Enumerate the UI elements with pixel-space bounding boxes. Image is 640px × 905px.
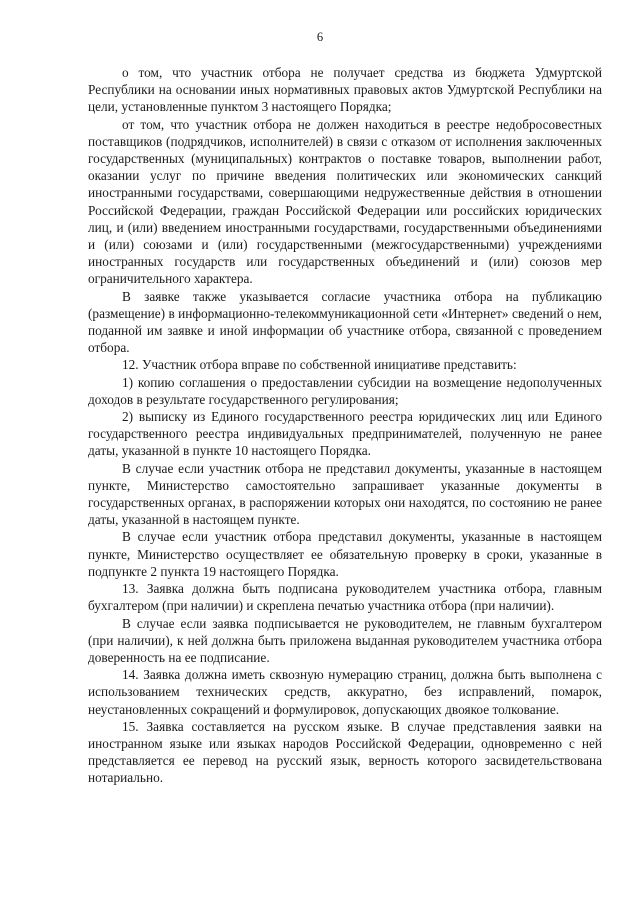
paragraph-budget-funds: о том, что участник отбора не получает средства из бюджета Удмуртской Республики на основании иных нормативных правовых актов Удмуртской Республики на цели, установленные пунктом 3 настоящего Порядка; (88, 65, 602, 115)
page-number: 6 (316, 30, 324, 44)
document-body (88, 64, 602, 787)
paragraph-documents-not-submitted: В случае если участник отбора не представил документы, указанные в настоящем пункте, Министерство самостоятельно запрашивает указанные документы в государственных органах, в распоряжении которых они находятся, по состоянию не ранее даты, указанной в настоящем пункте. (88, 460, 602, 528)
paragraph-item-14: 14. Заявка должна иметь сквозную нумерацию страниц, должна быть выполнена с использованием технических средств, аккуратно, без исправлений, помарок, неустановленных сокращений и формулировок, допускающих двоякое толкование. (88, 667, 602, 717)
paragraph-item-13: 13. Заявка должна быть подписана руководителем участника отбора, главным бухгалтером (при наличии) и скреплена печатью участника отбора (при наличии). (88, 581, 602, 614)
paragraph-power-of-attorney: В случае если заявка подписывается не руководителем, не главным бухгалтером (при наличии), к ней должна быть приложена выданная руководителем участника отбора доверенность на ее подписание. (88, 615, 602, 665)
paragraph-unreliable-suppliers-registry: от том, что участник отбора не должен находиться в реестре недобросовестных поставщиков (подрядчиков, исполнителей) в связи с отказом от исполнения заключенных государственных (муниципальных) контрактов о поставке товаров, выполнении работ, оказании услуг по причине введения политических или экономических санкций иностранными государствами, совершающими недружественные действия в отношении Российской Федерации, граждан Российской Федерации или российских юридических лиц, и (или) введением иностранными государствами, государственными объединениями и (или) союзами и (или) государственными (межгосударственными) учреждениями иностранных государств или государственных объединений и (или) союзов мер ограничительного характера. (88, 116, 602, 287)
paragraph-subitem-2: 2) выписку из Единого государственного реестра юридических лиц или Единого государственного реестра индивидуальных предпринимателей, полученную не ранее даты, указанной в пункте 10 настоящего Порядка. (88, 409, 602, 459)
paragraph-item-15: 15. Заявка составляется на русском языке. В случае представления заявки на иностранном языке или языках народов Российской Федерации, одновременно с ней представляется ее перевод на русский язык, верность которого засвидетельствована нотариально. (88, 718, 602, 786)
paragraph-subitem-1: 1) копию соглашения о предоставлении субсидии на возмещение недополученных доходов в результате государственного регулирования; (88, 374, 602, 407)
paragraph-item-12: 12. Участник отбора вправе по собственной инициативе представить: (122, 357, 517, 373)
paragraph-publication-consent: В заявке также указывается согласие участника отбора на публикацию (размещение) в информационно-телекоммуникационной сети «Интернет» сведений о нем, поданной им заявке и иной информации об участнике отбора, связанной с проведением отбора. (88, 288, 602, 356)
paragraph-documents-submitted: В случае если участник отбора представил документы, указанные в настоящем пункте, Министерство осуществляет ее обязательную проверку в сроки, указанные в подпункте 2 пункта 19 настоящего Порядка. (88, 529, 602, 579)
